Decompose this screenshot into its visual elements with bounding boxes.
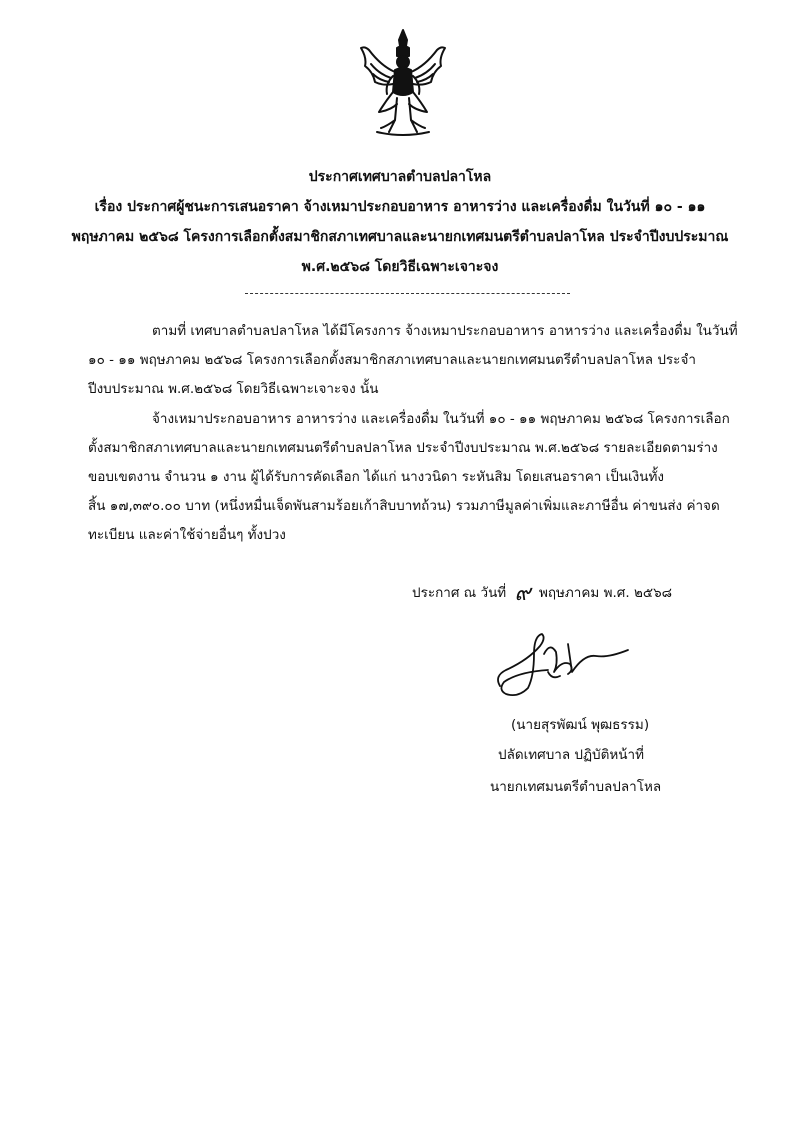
paragraph-line: ปีงบประมาณ พ.ศ.๒๕๖๘ โดยวิธีเฉพาะเจาะจง นั้น — [88, 381, 379, 397]
paragraph-line: ๑๐ - ๑๑ พฤษภาคม ๒๕๖๘ โครงการเลือกตั้งสมาชิกสภาเทศบาลและนายกเทศมนตรีตำบลปลาโหล ประจำ — [88, 352, 696, 368]
announcement-title: ประกาศเทศบาลตำบลปลาโหล — [308, 169, 492, 185]
subject-line: พ.ศ.๒๕๖๘ โดยวิธีเฉพาะเจาะจง — [301, 259, 499, 275]
subject-line: เรื่อง ประกาศผู้ชนะการเสนอราคา จ้างเหมาประกอบอาหาร อาหารว่าง และเครื่องดื่ม ในวันที่ ๑๐ - ๑๑ — [94, 199, 706, 215]
signatory-position: ปลัดเทศบาล ปฏิบัติหน้าที่ — [498, 747, 644, 763]
garuda-emblem-icon — [355, 28, 451, 138]
paragraph-line: ตั้งสมาชิกสภาเทศบาลและนายกเทศมนตรีตำบลปลาโหล ประจำปีงบประมาณ พ.ศ.๒๕๖๘ รายละเอียดตามร่าง — [88, 440, 718, 456]
date-prefix: ประกาศ ณ วันที่ — [412, 585, 507, 601]
subject-line: พฤษภาคม ๒๕๖๘ โครงการเลือกตั้งสมาชิกสภาเทศบาลและนายกเทศมนตรีตำบลปลาโหล ประจำปีงบประมาณ — [71, 229, 729, 245]
separator-line — [245, 293, 570, 294]
signature-image — [488, 624, 638, 704]
date-day: ๙ — [514, 581, 531, 606]
paragraph-line: ขอบเขตงาน จำนวน ๑ งาน ผู้ได้รับการคัดเลือก ได้แก่ นางวนิดา ระหันสิม โดยเสนอราคา เป็นเงินทั้ง — [88, 469, 664, 485]
paragraph-line: สิ้น ๑๗,๓๙๐.๐๐ บาท (หนึ่งหมื่นเจ็ดพันสามร้อยเก้าสิบบาทถ้วน) รวมภาษีมูลค่าเพิ่มและภาษีอื่น ค่าขนส่ง ค่าจด — [88, 498, 720, 514]
date-suffix: พฤษภาคม พ.ศ. ๒๕๖๘ — [538, 585, 673, 601]
paragraph-line: ทะเบียน และค่าใช้จ่ายอื่นๆ ทั้งปวง — [88, 527, 286, 543]
signatory-name: (นายสุรพัฒน์ พุฒธรรม) — [511, 717, 650, 733]
paragraph-line: ตามที่ เทศบาลตำบลปลาโหล ได้มีโครงการ จ้างเหมาประกอบอาหาร อาหารว่าง และเครื่องดื่ม ในวันที่ — [152, 323, 738, 339]
paragraph-line: จ้างเหมาประกอบอาหาร อาหารว่าง และเครื่องดื่ม ในวันที่ ๑๐ - ๑๑ พฤษภาคม ๒๕๖๘ โครงการเลือก — [152, 411, 730, 427]
signatory-title: นายกเทศมนตรีตำบลปลาโหล — [490, 779, 662, 795]
announcement-date — [412, 581, 673, 606]
